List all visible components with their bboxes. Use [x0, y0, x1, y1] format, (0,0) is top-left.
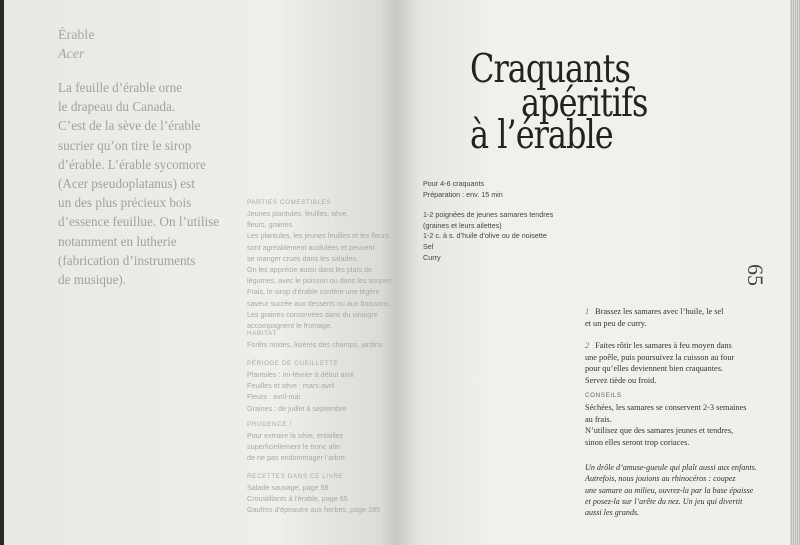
- step-line: et un peu de curry.: [585, 318, 647, 328]
- section-heading: PARTIES COMESTIBLES: [247, 199, 332, 206]
- intro-line: de musique).: [58, 272, 127, 288]
- section-line: sont agréablement acidulées et peuvent: [247, 242, 375, 252]
- recipe-title-line: apéritifs: [521, 81, 648, 126]
- step-number: 1: [585, 307, 590, 316]
- intro-line: le drapeau du Canada.: [58, 99, 176, 115]
- step-line: pour qu’elles deviennent bien craquantes.: [585, 364, 724, 373]
- section-line: Jeunes plantules, feuilles, sève,: [247, 209, 349, 218]
- ingredient-line: (graines et leurs ailettes): [423, 220, 502, 230]
- intro-line: La feuille d’érable orne: [58, 80, 183, 95]
- recipe-title-line: Craquants: [470, 47, 630, 92]
- intro-line: un des plus précieux bois: [58, 195, 192, 211]
- recipe-steps: [585, 306, 734, 386]
- ingredient-line: 1-2 c. à s. d’huile d’olive ou de noisette: [423, 231, 547, 241]
- recipe-title-line: à l’érable: [470, 113, 613, 158]
- section-line: Pour extraire la sève, entaillez: [247, 431, 344, 440]
- ingredient-line: 1-2 poignées de jeunes samares tendres: [423, 210, 554, 219]
- closing-anecdote: [585, 462, 757, 518]
- intro-paragraph: [58, 78, 238, 289]
- section-line: Fleurs : avril-mai: [247, 392, 301, 402]
- intro-line: notamment en lutherie: [58, 233, 177, 249]
- anecdote-line: une samare au milieu, ouvrez-la par la base épaisse: [585, 485, 754, 495]
- step-line: [585, 306, 734, 318]
- section-line: Forêts mixtes, lisières des champs, jardins: [247, 340, 383, 349]
- tips-text: [585, 402, 747, 448]
- step-line: [585, 340, 734, 352]
- section-line: saveur sucrée aux desserts ou aux boissons.: [247, 298, 391, 308]
- step-number: 2: [585, 341, 590, 350]
- section-edible-parts: [247, 198, 397, 331]
- intro-line: (Acer pseudoplatanus) est: [58, 176, 195, 192]
- plant-name: Érable: [58, 28, 95, 43]
- section-line: Graines : de juillet à septembre: [247, 403, 347, 413]
- recipe-yield: [423, 178, 503, 200]
- section-recipes: [247, 472, 397, 516]
- section-line: Feuilles et sève : mars-avril: [247, 381, 335, 391]
- tips-line: Séchées, les samares se conservent 2-3 semaines: [585, 403, 747, 412]
- yield-line: Préparation : env. 15 min: [423, 190, 503, 199]
- section-line: Les graines conservées dans du vinaigre: [247, 309, 378, 319]
- section-heading: HABITAT: [247, 330, 277, 337]
- section-heading: PRUDENCE !: [247, 421, 292, 428]
- section-line: On les apprécie aussi dans les plats de: [247, 265, 373, 275]
- step-gap: [585, 329, 734, 340]
- anecdote-line: Un drôle d’amuse-gueule qui plaît aussi aux enfants.: [585, 463, 757, 472]
- step-line: Servez tiède ou froid.: [585, 375, 657, 385]
- section-line: Les plantules, les jeunes feuilles et les fleurs: [247, 231, 389, 241]
- step-line: une poêle, puis poursuivez la cuisson au four: [585, 352, 735, 362]
- ingredient-line: Curry: [423, 252, 441, 262]
- section-line: Salade sauvage, page 58: [247, 483, 329, 492]
- intro-line: sucrier qu’on tire le sirop: [58, 137, 192, 153]
- section-caution: [247, 420, 397, 464]
- section-line: Frais, le sirop d’érable confère une légère: [247, 287, 380, 297]
- tips-heading: CONSEILS: [585, 392, 622, 399]
- step-text: Faites rôtir les samares à feu moyen dans: [595, 341, 732, 350]
- anecdote-line: aussi les grands.: [585, 508, 640, 518]
- page-edges: [790, 0, 800, 545]
- section-line: superficiellement le tronc afin: [247, 442, 341, 452]
- step-text: Brassez les samares avec l’huile, le sel: [595, 307, 724, 316]
- section-line: fleurs, graines: [247, 220, 293, 230]
- yield-line: Pour 4-6 craquants: [423, 179, 485, 188]
- anecdote-line: et posez-la sur l’arête du nez. Un jeu qui divertit: [585, 496, 743, 506]
- section-line: de ne pas endommager l’arbre.: [247, 453, 347, 463]
- section-line: se manger crues dans les salades.: [247, 253, 359, 263]
- section-habitat: [247, 329, 397, 350]
- intro-line: (fabrication d’instruments: [58, 252, 196, 268]
- section-heading: RECETTES DANS CE LIVRE: [247, 473, 344, 480]
- section-line: Plantules : mi-février à début avril: [247, 370, 354, 379]
- tips-line: N’utilisez que des samares jeunes et tendres,: [585, 426, 734, 435]
- section-heading: PÉRIODE DE CUEILLETTE: [247, 360, 339, 367]
- ingredient-line: Sel: [423, 242, 434, 252]
- anecdote-line: Autrefois, nous jouions au rhinocéros : coupez: [585, 474, 736, 484]
- ingredient-list: [423, 210, 553, 264]
- section-line: Croustillants à l’érable, page 65: [247, 494, 348, 504]
- section-harvest-period: [247, 359, 397, 414]
- plant-latin-name: Acer: [58, 47, 85, 62]
- tips-line: au frais.: [585, 414, 612, 424]
- intro-line: d’essence feuillue. On l’utilise: [58, 214, 220, 230]
- intro-line: C’est de la sève de l’érable: [58, 118, 201, 134]
- section-line: accompagnent le fromage.: [247, 321, 333, 331]
- tips-line: sinon elles seront trop coriaces.: [585, 437, 690, 447]
- page-number: 65: [743, 264, 768, 286]
- section-line: légumes, avec le poisson ou dans les soupes.: [247, 276, 394, 286]
- intro-line: d’érable. L’érable sycomore: [58, 156, 206, 172]
- section-line: Gaufres d’épeautre aux herbes, page 285: [247, 505, 381, 515]
